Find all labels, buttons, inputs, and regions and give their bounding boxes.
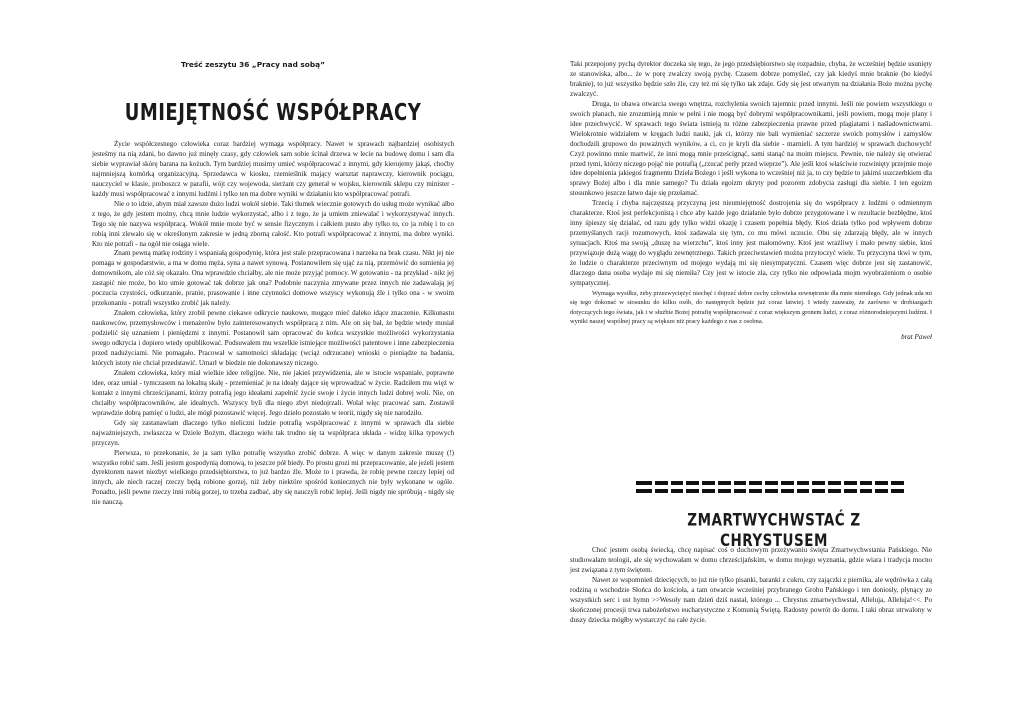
paragraph: Taki przepojony pychą dyrektor doczeka się tego, że jego przedsiębiorstwo się rozpadnie, chyba, że wcześniej będzie usunięty ze stanowiska, albo... że w porę zwalczy swoją pychę. Czasem dobrze pomyśleć, czy jak kiedyś mnie braknie (bo kiedyś braknie), to już wszystko będzie szło źle, czy też mi się tylko tak zdaje. Gdy się jest otwartym na działania Boże można pychę zwalczyć. (570, 60, 932, 98)
paragraph: Znałem człowieka, który zrobił pewne ciekawe odkrycie naukowe, mogące mieć daleko idące znaczenie. Kilkunastu naukowców, przemysłowców i menażerów było zainteresowanych współpracą z nim. Ale on się bał, że będzie wtedy musiał podzielić się uznaniem i pieniędzmi z innymi. Postanowił sam opracować do końca wszystkie możliwości wykorzystania swego odkrycia i dopiero wtedy opublikować. Podsuwałem mu wszelkie istniejące możliwości patentowe i inne zabezpieczenia przed nadużyciami. Nie pomagało. Pracował w samotności składając (wciąż odrzucane) wnioski o pieniądze na badania, których istoty nie chciał przedstawić. Umarł w biedzie nie dokonawszy niczego. (92, 309, 454, 367)
paragraph: Pierwsza, to przekonanie, że ja sam tylko potrafię wszystko zrobić dobrze. A więc w danym zakresie muszę (!) wszystko robić sam. Jeśli jestem gospodynią domową, to jeszcze pół biedy. Po prostu grozi mi przepracowanie, ale jeżeli jestem dyrektorem nawet niezbyt wielkiego przedsiębiorstwa, to już bardzo źle. Może to i prawda, że robię pewne rzeczy lepiej od innych, ale niech raczej rzeczy będą robione gorzej, niż żeby niektóre spośród koniecznych nie były wykonane w ogóle. Ponadto, jeśli pewne rzeczy inni robią gorzej, to trzeba zadbać, aby się nauczyli robić lepiej. Jeśli nigdy nie spróbują - nigdy się nie nauczą. (92, 448, 454, 507)
second-article-title: ZMARTWYCHWSTAĆ Z CHRYSTUSEM (687, 509, 861, 551)
right-page (512, 0, 1024, 724)
article-title: UMIEJĘTNOŚĆ WSPÓŁPRACY (124, 98, 422, 126)
paragraph: Znałem człowieka, który miał wielkie idee religijne. Nie, nie jakieś przywidzenia, ale w istocie wspaniałe, poprawne idee, oraz umiał - tymczasem na lokalną skalę - przemieniać je na ideały dające się wprowadzać w życie. Radziłem mu więź w kontakt z innymi chrześcijanami, którzy potrafią jego ideałami zapełnić życie swoje i życie innych ludzi dobrej woli. Nie, on chciałby współpracowników, ale idealnych. Wszyscy byli dla niego zbyt niedojrzali. Wolał więc pracować sam. Zostawił wprawdzie dobrą pamięć u ludzi, ale mógł pozostawić więcej. Jego dzieło pozostało w teorii, nigdy się nie narodziło. (92, 368, 454, 417)
issue-header: Treść zeszytu 36 „Pracy nad sobą” (181, 61, 325, 69)
paragraph: Życie współczesnego człowieka coraz bardziej wymaga współpracy. Nawet w sprawach najbardziej osobistych jesteśmy na nią zdani, bo dawno już minęły czasy, gdy człowiek sam sobie ścinał drzewa w lecie na budowę domu i sam dla siebie wyprawiał skórę barana na kożuch. Tym bardziej musimy umieć współpracować z innymi, gdy kierujemy jakąś, choćby najmniejszą komórką organizacyjną. Sprzedawca w kiosku, rzemieślnik mający warsztat naprawczy, kierownik pociągu, nauczyciel w klasie, proboszcz w parafii, wójt czy wojewoda, sierżant czy generał w wojsku, kierownik sklepu czy minister - każdy musi współpracować z innymi ludźmi i tylko ten ma dobre wyniki w działaniu kto współpracować potrafi. (92, 140, 454, 198)
paragraph: Choć jestem osobą świecką, chcę napisać coś o duchowym przeżywaniu święta Zmartwychwstania Pańskiego. Nie studiowałam teologii, ale się wychowałam w domu chrześcijańskim, w domu mojego wyznania, gdzie wiara i tradycja mocno jest związana z tym świętem. (570, 546, 932, 574)
paragraph: Znam pewną matkę rodziny i wspaniałą gospodynię, która jest stale przepracowana i narzeka na brak czasu. Nikt jej nie pomaga w gospodarstwie, a ma w domu męża, syna a nawet synową. Postanowiłem się ująć za nią, przemówić do sumienia jej domownikom, ale cóż się okazało. Ona wprawdzie chciałby, ale nie może przyjąć pomocy. W gotowaniu - na przykład - nikt jej zastąpić nie może, bo kto umie gotować tak dobrze jak ona? Podobnie naczynia zmywane przez innych nie zadawalają jej poczucia czystości, odkurzanie, pranie, prasowanie i inne czynności domowe wszyscy wykonują źle i tylko ona - w swoim przekonaniu - potrafi wszystko zrobić jak należy. (92, 249, 454, 308)
section-divider (636, 481, 904, 495)
paragraph: Nawet ze wspomnień dziecięcych, to już nie tylko pisanki, baranki z cukru, czy zajączki z piernika, ale wędrówka z całą rodziną o wschodzie Słońca do kościoła, a tam otwarcie wcześniej przybranego Grobu Pańskiego i ten doniosły, płynący ze wszystkich serc i ust hymn >>Wesoły nam dzień dziś nastał, którego ... Chrystus zmartwychwstał, Alleluja, Alleluja!<<. Po skończonej procesji trwa nabożeństwo eucharystyczne z Komunią Świętą. Radosny powrót do domu. I taki obraz utrwalony w duszy dziecka mógłby wystarczyć na całe życie. (570, 575, 932, 624)
article-body-right (570, 60, 932, 343)
paragraph: Trzecią i chyba najczęstszą przyczyną jest nieumiejętność dostrojenia się do współpracy z ludźmi o odmiennym charakterze. Ktoś jest perfekcjonistą i chce aby każde jego działanie było dobrze przygotowane i w rezultacie bezbłędne, ktoś inny śpieszy się działać, od razu gdy tylko widzi okazję i czasem popełnia błędy. Ktoś działa tylko pod wpływem dobrze przemyślanych racji rozumowych, ktoś zadawala się tym, co mu mówi uczucie. Obu się zdarzają błędy, ale w innych sytuacjach. Ktoś ma swoją „duszę na wierzchu”, ktoś inny jest małomówny. Ktoś jest wrażliwy i mało pewny siebie, ktoś przywiązuje dużą wagę do wyglądu zewnętrznego. Takich przeciwstawień można przytoczyć wiele. Tu przyczyna tkwi w tym, że ludzie o charakterze przeciwnym od mojego wydają mi się niesympatyczni. Czasem więc dobrze jest się zastanowić, dlaczego dana osoba wydaje mi się niemiła? Czy jest w istocie zła, czy tylko nie odpowiada mojm wyobrażeniom o osobie sympatycznej. (570, 199, 932, 287)
paragraph: Nie o to idzie, abym miał zawsze dużo ludzi wokół siebie. Taki tłumek wiecznie gotowych do usług może wynikać albo z tego, że gdy jestem możny, chcą mnie ludzie wykorzystać, albo i z tego, że ja umiem zniewalać i wykorzystywać innych. Tego się nie nazywa współpracą. Wokół mnie może być w sensie fizycznym i całkiem pusto aby tylko to, co ja robię i to co robią inni zlewało się w określonym zakresie w jedną zborną całość. Kto potrafi współpracować z innymi, ma dobre wyniki. Kto nie potrafi - na ogół nie osiąga wiele. (92, 199, 454, 248)
paragraph: Druga, to obawa otwarcia swego wnętrza, rozchylenia swoich tajemnic przed innymi. Jeśli nie powiem wszystkiego o swoich planach, nie zrozumieją mnie w pełni i nie mogą być dobrymi współpracownikami, jeśli powiem, mogą moje plany i idee przechwycić. W sprawach tego świata istnieją tu różne zabezpieczenia prawne przed plagiatami i naśladownictwami. Wielokrotnie widziałem w kręgach ludzi nauki, jak ci, którzy nie bali wymieniać szczerze swoich pomysłów i zamysłów dochodzili grupowo do poważnych wyników, a ci, co je kryli dla siebie - marnieli. A tym bardziej w sprawach duchowych! Czyż powinno mnie martwić, że inni mogą mnie prześcignąć, sami stanąć na moim miejscu. Pewnie, nie należy się otwierać przed tymi, którzy niczego pojąć nie potrafią („rzucać perły przed wieprze”). Ale jeśli ktoś właściwie rozwinięty przejmie moje idee dopełnienia jakiegoś fragmentu Dzieła Bożego i jeśli wykona to wcześniej niż ja, to czy będzie to jakimś uszczerbkiem dla sprawy Bożej albo i dla mnie samego? Tu działa egoizm ukryty pod pozorem zdobycia zasługi dla siebie. I ten egoizm stosunkowo jeszcze łatwo daje się przełamać. (570, 99, 932, 198)
article-body-left (92, 140, 454, 508)
second-article-body (570, 546, 932, 626)
paragraph-small: Wymaga wysiłku, żeby przezwyciężyć niechęć i dojrzeć dobre cechy człowieka zewnętrznie dla mnie niemiłego. Gdy jednak uda mi się tego dokonać w stosunku do kilku osób, do następnych będzie już coraz łatwiej. I wtedy zauważę, że zarówno w drobiazgach dotyczących tego świata, jak i w służbie Bożej potrafię współpracować z coraz większym gronem ludzi, z coraz różnorodniejszymi ludźmi. I wyniki naszej wspólnej pracy są większe niż pracy każdego z nas z osobna. (570, 289, 932, 326)
paragraph: Gdy się zastanawiam dlaczego tylko nieliczni ludzie potrafią współpracować z innymi w sprawach dla siebie najważniejszych, zwłaszcza w Dziele Bożym, dlaczego wielu tak trudno się ta współpraca układa - widzę kilka typowych przyczyn. (92, 418, 454, 447)
author-signature: brat Paweł (901, 332, 932, 341)
